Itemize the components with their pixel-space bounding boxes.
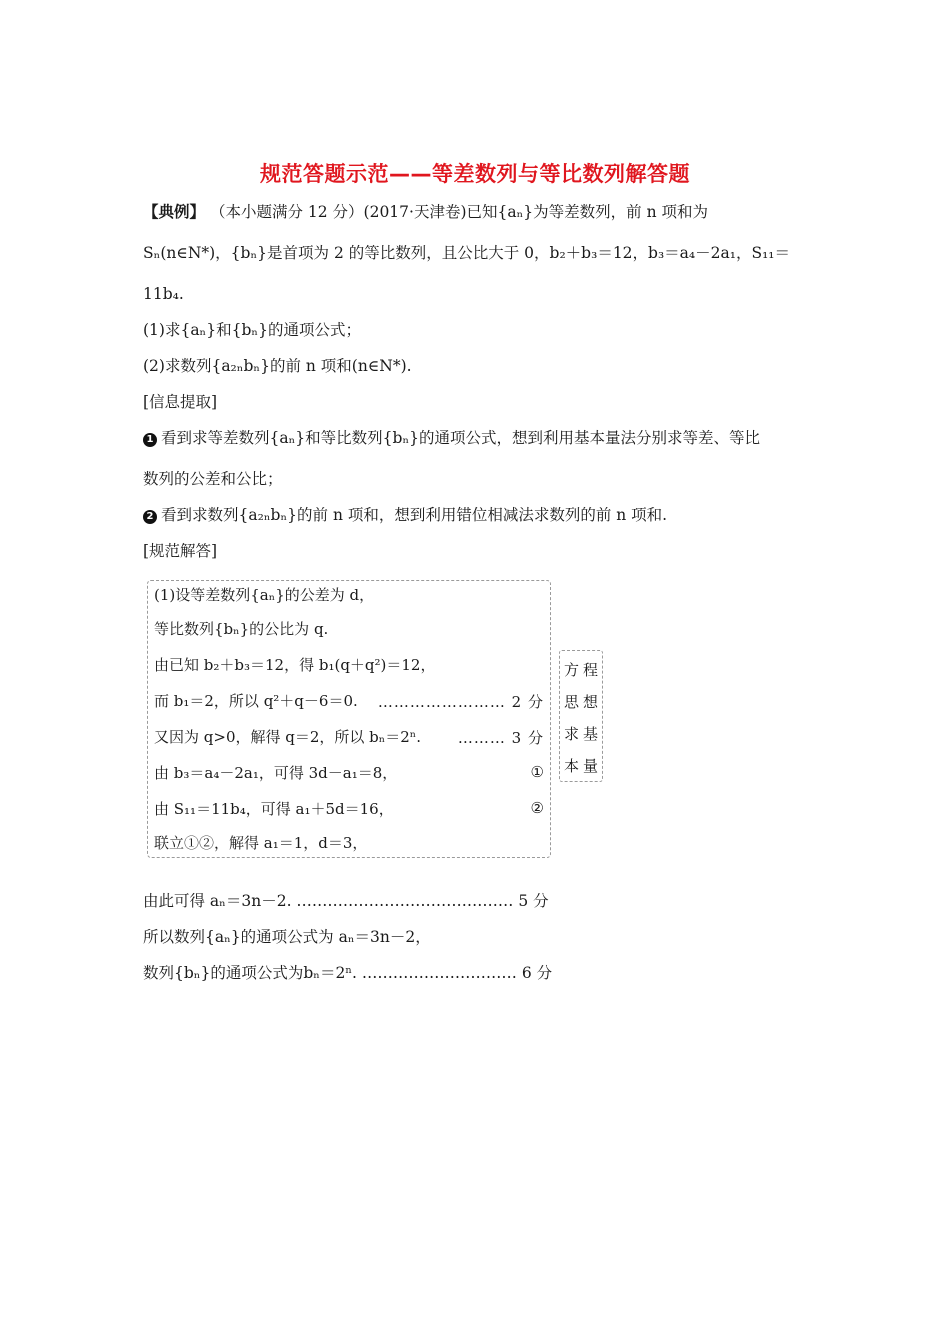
info-bullet-2-text: 看到求数列{a₂ₙbₙ}的前 n 项和，想到利用错位相减法求数列的前 n 项和.: [161, 506, 668, 524]
solution-line-6: 由 b₃＝a₄－2a₁，可得 3d－a₁＝8，: [154, 764, 398, 782]
side-note-line-1: 方程: [564, 661, 603, 679]
side-note-line-2: 思想: [564, 693, 603, 711]
after-line-2: 所以数列{aₙ}的通项公式为 aₙ＝3n－2，: [143, 928, 431, 946]
example-intro: （本小题满分 12 分）(2017·天津卷)已知{aₙ}为等差数列，前 n 项和为: [209, 203, 709, 221]
solution-line-7: 由 S₁₁＝11b₄，可得 a₁＋5d＝16，: [154, 800, 394, 818]
side-note-line-3: 求基: [564, 725, 603, 743]
info-bullet-1-text: 看到求等差数列{aₙ}和等比数列{bₙ}的通项公式，想到利用基本量法分别求等差、等比: [161, 429, 761, 447]
side-note-line-4: 本量: [564, 757, 603, 775]
solution-heading: [规范解答]: [143, 542, 218, 560]
score-2-points: …………………… 2 分: [377, 693, 544, 711]
page-title: 规范答题示范——等差数列与等比数列解答题: [260, 162, 690, 186]
info-bullet-2: [143, 505, 667, 525]
solution-box: [147, 580, 551, 858]
method-side-note: [559, 650, 603, 782]
info-bullet-1-cont: 数列的公差和公比；: [143, 470, 283, 488]
info-bullet-1: [143, 428, 760, 448]
solution-line-4: 而 b₁＝2，所以 q²＋q－6＝0.: [154, 692, 358, 710]
score-3-points: ……… 3 分: [457, 729, 544, 747]
example-line-3: 11b₄.: [143, 285, 184, 303]
after-line-1: 由此可得 aₙ＝3n－2. …………………………………… 5 分: [143, 892, 549, 910]
solution-line-8: 联立①②，解得 a₁＝1，d＝3，: [154, 834, 368, 852]
example-line-1: [143, 202, 708, 222]
question-1: (1)求{aₙ}和{bₙ}的通项公式；: [143, 321, 361, 339]
info-heading: [信息提取]: [143, 393, 218, 411]
example-label: 【典例】: [143, 202, 206, 221]
equation-mark-2: ②: [530, 799, 544, 817]
bullet-two-icon: 2: [143, 510, 157, 524]
solution-line-3: 由已知 b₂＋b₃＝12，得 b₁(q＋q²)＝12，: [154, 656, 436, 674]
equation-mark-1: ①: [530, 763, 544, 781]
solution-line-1: (1)设等差数列{aₙ}的公差为 d，: [154, 586, 375, 604]
solution-line-5: 又因为 q>0，解得 q＝2，所以 bₙ＝2ⁿ.: [154, 728, 422, 746]
example-line-2: Sₙ(n∈N*)，{bₙ}是首项为 2 的等比数列，且公比大于 0，b₂＋b₃＝12，b₃＝a₄－2a₁，S₁₁＝: [143, 244, 790, 262]
after-line-3: 数列{bₙ}的通项公式为bₙ＝2ⁿ. ………………………… 6 分: [143, 964, 553, 982]
question-2: (2)求数列{a₂ₙbₙ}的前 n 项和(n∈N*).: [143, 357, 412, 375]
bullet-one-icon: 1: [143, 433, 157, 447]
solution-line-2: 等比数列{bₙ}的公比为 q.: [154, 620, 329, 638]
